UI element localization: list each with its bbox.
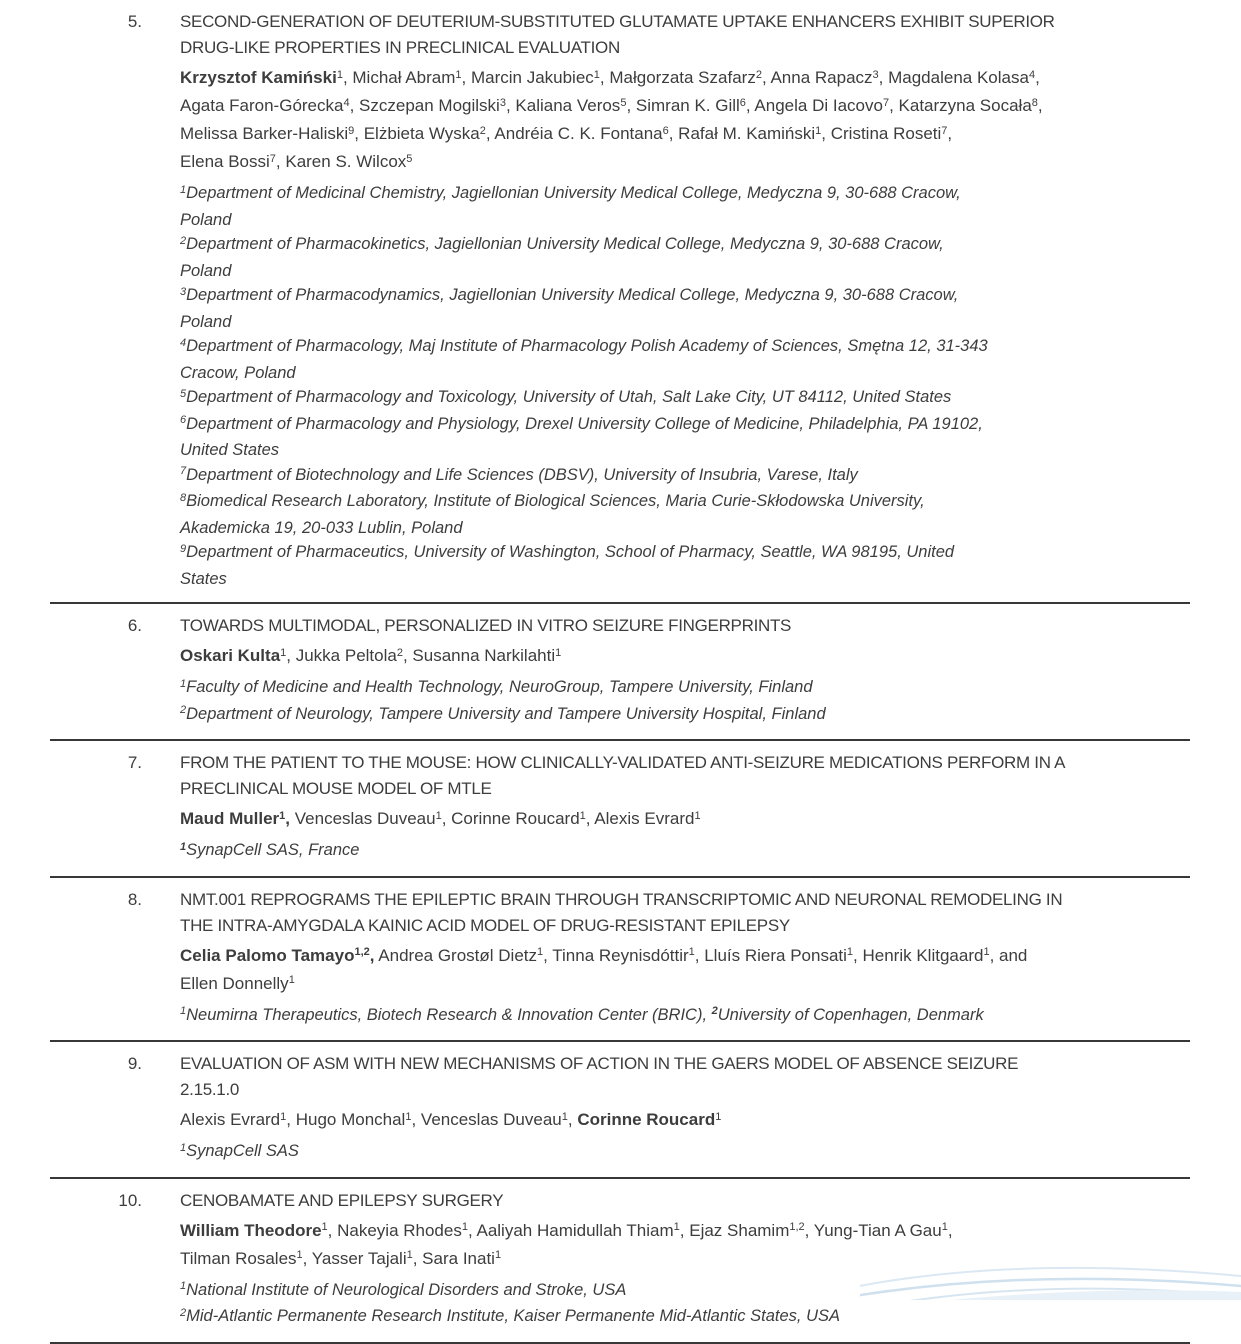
abstract-title bbox=[180, 750, 1160, 802]
affiliation-line bbox=[180, 463, 1160, 490]
text-segment: Poland bbox=[180, 261, 232, 280]
author-line bbox=[180, 806, 1160, 834]
title-line: PRECLINICAL MOUSE MODEL OF MTLE bbox=[180, 779, 492, 798]
text-segment: , Michał Abram bbox=[342, 68, 456, 87]
superscript: 9 bbox=[180, 542, 187, 555]
title-line: DRUG-LIKE PROPERTIES IN PRECLINICAL EVALUATION bbox=[180, 38, 620, 57]
text-segment: Tilman Rosales bbox=[180, 1248, 297, 1268]
author-line bbox=[180, 1218, 1160, 1246]
text-segment: University of Copenhagen, Denmark bbox=[717, 1005, 984, 1024]
affiliations bbox=[180, 1278, 1160, 1331]
title-line: SECOND-GENERATION OF DEUTERIUM-SUBSTITUTED GLUTAMATE UPTAKE ENHANCERS EXHIBIT SUPERIOR bbox=[180, 12, 1055, 31]
author-line bbox=[180, 1107, 1160, 1135]
superscript: 1 bbox=[180, 1005, 187, 1017]
text-segment: Mid-Atlantic Permanente Research Institute, Kaiser Permanente Mid-Atlantic States, USA bbox=[186, 1307, 840, 1325]
affiliation-line bbox=[180, 567, 1160, 592]
affiliation-line bbox=[180, 1304, 1160, 1331]
superscript: 5 bbox=[620, 96, 627, 109]
text-segment: , Simran K. Gill bbox=[626, 96, 740, 115]
author-line bbox=[180, 643, 1160, 671]
text-segment: , Angela Di Iacovo bbox=[745, 96, 883, 115]
superscript: 1 bbox=[983, 946, 990, 958]
text-segment: , bbox=[947, 124, 953, 143]
abstract-title bbox=[180, 1051, 1160, 1103]
affiliation-line bbox=[180, 516, 1160, 541]
title-line: FROM THE PATIENT TO THE MOUSE: HOW CLINICALLY-VALIDATED ANTI-SEIZURE MEDICATIONS PERFORM IN A bbox=[180, 753, 1066, 772]
superscript: 2 bbox=[180, 234, 187, 247]
superscript: 1 bbox=[561, 1110, 568, 1123]
text-segment: , Corinne Roucard bbox=[441, 809, 580, 828]
text-segment: , Anna Rapacz bbox=[761, 68, 873, 87]
superscript: 1 bbox=[688, 946, 695, 958]
superscript: 1,2 bbox=[354, 946, 370, 958]
superscript: 1 bbox=[815, 124, 822, 137]
superscript: 1 bbox=[537, 946, 544, 958]
affiliation-line bbox=[180, 1003, 1160, 1030]
text-segment: , and bbox=[989, 945, 1028, 965]
affiliations bbox=[180, 181, 1160, 591]
text-segment: SynapCell SAS bbox=[186, 1142, 299, 1160]
superscript: 7 bbox=[941, 124, 948, 137]
authors bbox=[180, 643, 1160, 671]
superscript: 6 bbox=[739, 96, 746, 109]
affiliation-line bbox=[180, 259, 1160, 284]
affiliation-line bbox=[180, 1278, 1160, 1305]
text-segment: Celia Palomo Tamayo bbox=[180, 945, 355, 965]
text-segment: Poland bbox=[180, 312, 232, 331]
superscript: 1 bbox=[694, 809, 701, 822]
affiliation-line bbox=[180, 181, 1160, 208]
text-segment: , Karen S. Wilcox bbox=[275, 152, 407, 171]
superscript: 2 bbox=[711, 1005, 718, 1017]
entry-content bbox=[180, 1051, 1160, 1166]
affiliation-line bbox=[180, 540, 1160, 567]
superscript: 3 bbox=[180, 285, 187, 298]
text-segment: , Kaliana Veros bbox=[505, 96, 621, 115]
text-segment: , Magdalena Kolasa bbox=[878, 68, 1029, 87]
affiliation-line bbox=[180, 361, 1160, 386]
text-segment: , bbox=[369, 945, 375, 965]
entry-content bbox=[180, 887, 1160, 1030]
abstract-entry bbox=[0, 604, 1241, 728]
superscript: 1 bbox=[180, 1280, 187, 1292]
superscript: 1 bbox=[180, 183, 187, 196]
superscript: 1 bbox=[579, 809, 586, 822]
authors bbox=[180, 65, 1160, 177]
text-segment: Alexis Evrard bbox=[180, 1110, 281, 1129]
author-line bbox=[180, 65, 1160, 93]
affiliation-line bbox=[180, 232, 1160, 259]
superscript: 7 bbox=[180, 465, 187, 477]
title-line: THE INTRA-AMYGDALA KAINIC ACID MODEL OF DRUG-RESISTANT EPILEPSY bbox=[180, 915, 790, 935]
superscript: 4 bbox=[343, 96, 350, 109]
text-segment: , bbox=[947, 1220, 953, 1240]
author-line bbox=[180, 149, 1160, 177]
affiliations bbox=[180, 1139, 1160, 1166]
text-segment: , Tinna Reynisdóttir bbox=[543, 945, 689, 965]
superscript: 7 bbox=[269, 152, 276, 165]
title-line: TOWARDS MULTIMODAL, PERSONALIZED IN VITRO SEIZURE FINGERPRINTS bbox=[180, 616, 792, 635]
affiliation-line bbox=[180, 1139, 1160, 1166]
text-segment: , Jukka Peltola bbox=[286, 646, 397, 665]
abstract-entry bbox=[0, 741, 1241, 865]
superscript: 1,2 bbox=[789, 1221, 805, 1233]
abstract-entry bbox=[0, 0, 1241, 591]
entry-number: 8. bbox=[127, 889, 142, 909]
superscript: 5 bbox=[406, 152, 413, 165]
entry-number: 7. bbox=[127, 753, 142, 772]
text-segment: Department of Pharmacokinetics, Jagiellonian University Medical College, Medyczna 9, 30-688 Cracow, bbox=[186, 235, 944, 253]
authors bbox=[180, 1107, 1160, 1135]
text-segment: Biomedical Research Laboratory, Institute of Biological Sciences, Maria Curie-Skłodowska University, bbox=[186, 492, 925, 510]
superscript: 3 bbox=[872, 68, 879, 81]
author-line bbox=[180, 1246, 1160, 1274]
text-segment: , Szczepan Mogilski bbox=[349, 96, 500, 115]
title-line: CENOBAMATE AND EPILEPSY SURGERY bbox=[180, 1190, 504, 1210]
affiliation-line bbox=[180, 310, 1160, 335]
superscript: 1 bbox=[180, 1141, 187, 1154]
superscript: 1 bbox=[435, 809, 442, 822]
superscript: 7 bbox=[882, 96, 890, 109]
entry-content bbox=[180, 9, 1160, 591]
superscript: 1 bbox=[941, 1221, 948, 1233]
text-segment: Melissa Barker-Haliski bbox=[180, 124, 349, 143]
author-line bbox=[180, 121, 1160, 149]
affiliation-line bbox=[180, 412, 1160, 439]
superscript: 1 bbox=[715, 1110, 722, 1123]
abstract-title bbox=[180, 1188, 1160, 1214]
text-segment: Department of Neurology, Tampere University and Tampere University Hospital, Finland bbox=[186, 704, 826, 723]
text-segment: William Theodore bbox=[180, 1220, 322, 1240]
text-segment: , Katarzyna Socała bbox=[889, 96, 1032, 115]
superscript: 2 bbox=[180, 704, 187, 716]
text-segment: , Nakeyia Rhodes bbox=[327, 1220, 462, 1240]
text-segment: National Institute of Neurological Disorders and Stroke, USA bbox=[186, 1280, 627, 1299]
affiliation-line bbox=[180, 438, 1160, 463]
text-segment: Faculty of Medicine and Health Technology, NeuroGroup, Tampere University, Finland bbox=[186, 678, 813, 696]
superscript: 1 bbox=[180, 677, 187, 690]
text-segment: Department of Pharmacology and Toxicology, University of Utah, Salt Lake City, UT 84112, United States bbox=[186, 388, 952, 406]
entry-content bbox=[180, 613, 1160, 728]
superscript: 1 bbox=[279, 809, 286, 822]
abstract-entry bbox=[0, 1179, 1241, 1331]
text-segment: , Henrik Klitgaard bbox=[853, 945, 984, 965]
text-segment: , Ejaz Shamim bbox=[679, 1220, 790, 1240]
text-segment: SynapCell SAS, France bbox=[186, 841, 360, 859]
superscript: 1 bbox=[280, 1110, 287, 1123]
text-segment: Neumirna Therapeutics, Biotech Research & Innovation Center (BRIC), bbox=[186, 1005, 712, 1024]
affiliations bbox=[180, 838, 1160, 865]
superscript: 6 bbox=[180, 414, 187, 426]
superscript: 1 bbox=[405, 1110, 412, 1123]
authors bbox=[180, 806, 1160, 834]
text-segment: Corinne Roucard bbox=[577, 1110, 716, 1129]
text-segment: , Susanna Narkilahti bbox=[402, 646, 556, 665]
entry-number: 9. bbox=[127, 1054, 142, 1073]
superscript: 1 bbox=[336, 68, 343, 81]
entry-content bbox=[180, 1188, 1160, 1331]
entry-separator bbox=[50, 1342, 1190, 1344]
text-segment: Poland bbox=[180, 210, 232, 229]
text-segment: Department of Pharmacology, Maj Institute of Pharmacology Polish Academy of Sciences, Smętna 12, 31-343 bbox=[186, 337, 988, 355]
superscript: 1 bbox=[494, 1249, 502, 1261]
text-segment: , Sara Inati bbox=[412, 1248, 495, 1268]
authors bbox=[180, 943, 1160, 999]
abstract-entry bbox=[0, 878, 1241, 1030]
text-segment: , Lluís Riera Ponsati bbox=[694, 945, 847, 965]
text-segment: , Aaliyah Hamidullah Thiam bbox=[467, 1220, 674, 1240]
superscript: 1 bbox=[455, 68, 462, 81]
superscript: 9 bbox=[348, 124, 355, 137]
abstract-title bbox=[180, 887, 1160, 939]
text-segment: Akademicka 19, 20-033 Lublin, Poland bbox=[180, 518, 463, 537]
text-segment: , Yasser Tajali bbox=[302, 1248, 407, 1268]
superscript: 1 bbox=[593, 68, 600, 81]
title-line: EVALUATION OF ASM WITH NEW MECHANISMS OF ACTION IN THE GAERS MODEL OF ABSENCE SEIZURE bbox=[180, 1054, 1019, 1073]
text-segment: , Małgorzata Szafarz bbox=[599, 68, 756, 87]
text-segment: , Hugo Monchal bbox=[286, 1110, 406, 1129]
abstract-title bbox=[180, 613, 1160, 639]
text-segment: , Marcin Jakubiec bbox=[461, 68, 594, 87]
author-line bbox=[180, 93, 1160, 121]
text-segment: , Cristina Roseti bbox=[821, 124, 942, 143]
affiliation-line bbox=[180, 283, 1160, 310]
superscript: 1 bbox=[321, 1221, 328, 1233]
superscript: 4 bbox=[180, 336, 187, 349]
affiliations bbox=[180, 1003, 1160, 1030]
superscript: 6 bbox=[662, 124, 669, 137]
text-segment: , Elżbieta Wyska bbox=[354, 124, 480, 143]
text-segment: Department of Pharmaceutics, University of Washington, School of Pharmacy, Seattle, WA 98195, United bbox=[186, 543, 955, 561]
abstract-entry bbox=[0, 1042, 1241, 1166]
superscript: 1 bbox=[296, 1249, 303, 1261]
text-segment: Department of Pharmacodynamics, Jagiellonian University Medical College, Medyczna 9, 30-688 Cracow, bbox=[186, 286, 959, 304]
affiliation-line bbox=[180, 385, 1160, 412]
text-segment: , bbox=[285, 809, 291, 828]
text-segment: Department of Pharmacology and Physiology, Drexel University College of Medicine, Philadelphia, PA 19102, bbox=[186, 414, 983, 433]
superscript: 2 bbox=[396, 646, 403, 659]
affiliation-line bbox=[180, 675, 1160, 702]
affiliation-line bbox=[180, 838, 1160, 865]
superscript: 1 bbox=[555, 646, 562, 659]
abstract-title bbox=[180, 9, 1160, 61]
text-segment: Venceslas Duveau bbox=[290, 809, 436, 828]
author-line bbox=[180, 971, 1160, 999]
text-segment: Krzysztof Kamiński bbox=[180, 68, 337, 87]
text-segment: Elena Bossi bbox=[180, 152, 270, 171]
superscript: 1 bbox=[673, 1221, 680, 1233]
text-segment: Ellen Donnelly bbox=[180, 973, 289, 993]
superscript: 1 bbox=[288, 974, 295, 986]
author-line bbox=[180, 943, 1160, 971]
text-segment: , Yung-Tian A Gau bbox=[804, 1220, 942, 1240]
superscript: 8 bbox=[180, 491, 187, 504]
affiliation-line bbox=[180, 334, 1160, 361]
superscript: 5 bbox=[180, 387, 187, 400]
text-segment: Department of Medicinal Chemistry, Jagiellonian University Medical College, Medyczna 9, 30-688 Cracow, bbox=[186, 184, 961, 202]
entry-content bbox=[180, 750, 1160, 865]
superscript: 3 bbox=[499, 96, 506, 109]
entry-number: 5. bbox=[127, 12, 142, 31]
text-segment: Oskari Kulta bbox=[180, 646, 281, 665]
text-segment: , bbox=[1037, 96, 1043, 115]
superscript: 2 bbox=[180, 1306, 187, 1319]
superscript: 8 bbox=[1031, 96, 1038, 109]
text-segment: , bbox=[1035, 68, 1040, 87]
superscript: 4 bbox=[1028, 68, 1036, 81]
superscript: 1 bbox=[280, 646, 287, 659]
superscript: 2 bbox=[755, 68, 762, 81]
title-line: 2.15.1.0 bbox=[180, 1080, 240, 1099]
affiliation-line bbox=[180, 208, 1160, 233]
superscript: 2 bbox=[479, 124, 486, 137]
superscript: 1 bbox=[846, 946, 854, 958]
entry-number: 10. bbox=[118, 1190, 142, 1210]
text-segment: , Venceslas Duveau bbox=[411, 1110, 562, 1129]
superscript: 1 bbox=[406, 1249, 413, 1261]
affiliation-line bbox=[180, 489, 1160, 516]
text-segment: States bbox=[180, 569, 227, 588]
text-segment: Cracow, Poland bbox=[180, 363, 296, 382]
text-segment: , Andréia C. K. Fontana bbox=[485, 124, 663, 143]
authors bbox=[180, 1218, 1160, 1274]
text-segment: Maud Muller bbox=[180, 809, 280, 828]
affiliations bbox=[180, 675, 1160, 728]
title-line: NMT.001 REPROGRAMS THE EPILEPTIC BRAIN THROUGH TRANSCRIPTOMIC AND NEURONAL REMODELING IN bbox=[180, 889, 1063, 909]
superscript: 1 bbox=[180, 840, 187, 853]
text-segment: Andrea Grostøl Dietz bbox=[374, 945, 538, 965]
affiliation-line bbox=[180, 702, 1160, 729]
superscript: 1 bbox=[461, 1221, 468, 1233]
text-segment: Agata Faron-Górecka bbox=[180, 96, 344, 115]
text-segment: United States bbox=[180, 441, 280, 459]
text-segment: , Alexis Evrard bbox=[585, 809, 695, 828]
entry-number: 6. bbox=[127, 616, 142, 635]
text-segment: Department of Biotechnology and Life Sciences (DBSV), University of Insubria, Varese, Italy bbox=[186, 465, 858, 484]
text-segment: , Rafał M. Kamiński bbox=[668, 124, 816, 143]
text-segment: , bbox=[567, 1110, 578, 1129]
